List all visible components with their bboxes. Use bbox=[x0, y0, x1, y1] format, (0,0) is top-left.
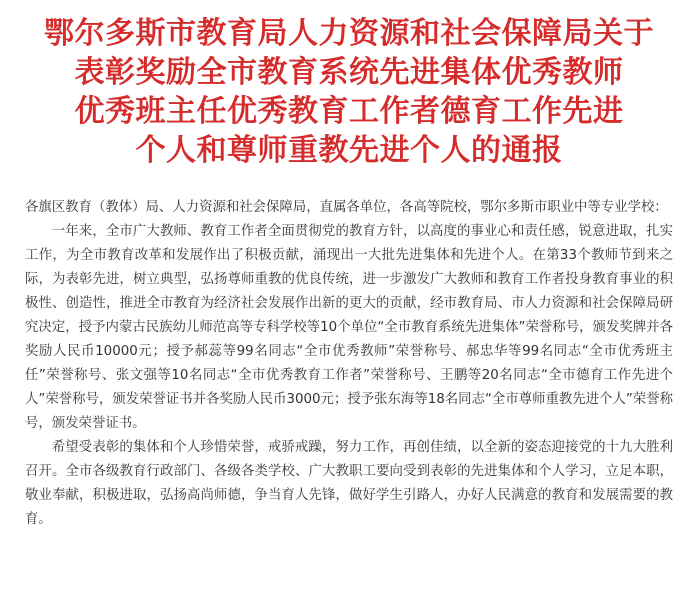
document-body bbox=[25, 196, 673, 532]
title-line-2: 表彰奖励全市教育系统先进集体优秀教师 bbox=[74, 55, 624, 90]
body-paragraph-2: 希望受表彰的集体和个人珍惜荣誉，戒骄戒躁，努力工作，再创佳绩，以全新的姿态迎接党的十九大胜利召开。全市各级教育行政部门、各级各类学校、广大教职工要向受到表彰的先进集体和个人学习，立足本职，敬业奉献，积极进取，弘扬高尚师德，争当育人先锋，做好学生引路人，办好人民满意的教育和发展需要的教育。 bbox=[25, 440, 673, 527]
document-title bbox=[0, 14, 698, 170]
title-line-3: 优秀班主任优秀教育工作者德育工作先进 bbox=[74, 94, 624, 129]
salutation: 各旗区教育（教体）局、人力资源和社会保障局，直属各单位，各高等院校，鄂尔多斯市职业中等专业学校： bbox=[25, 200, 668, 215]
title-line-1: 鄂尔多斯市教育局人力资源和社会保障局关于 bbox=[44, 16, 654, 51]
title-line-4: 个人和尊师重教先进个人的通报 bbox=[135, 133, 563, 168]
body-paragraph-1: 一年来，全市广大教师、教育工作者全面贯彻党的教育方针，以高度的事业心和责任感，锐意进取，扎实工作，为全市教育改革和发展作出了积极贡献，涌现出一大批先进集体和先进个人。在第33个教师节到来之际，为表彰先进，树立典型，弘扬尊师重教的优良传统，进一步激发广大教师和教育工作者投身教育事业的积极性、创造性，推进全市教育为经济社会发展作出新的更大的贡献，经市教育局、市人力资源和社会保障局研究决定，授予内蒙古民族幼儿师范高等专科学校等10个单位“全市教育系统先进集体”荣誉称号，颁发奖牌并各奖励人民币10000元；授予郝蕊等99名同志“全市优秀教师”荣誉称号、郝忠华等99名同志“全市优秀班主任”荣誉称号、张文强等10名同志“全市优秀教育工作者”荣誉称号、王鹏等20名同志“全市德育工作先进个人”荣誉称号，颁发荣誉证书并各奖励人民币3000元；授予张东海等18名同志“全市尊师重教先进个人”荣誉称号，颁发荣誉证书。 bbox=[25, 224, 673, 431]
